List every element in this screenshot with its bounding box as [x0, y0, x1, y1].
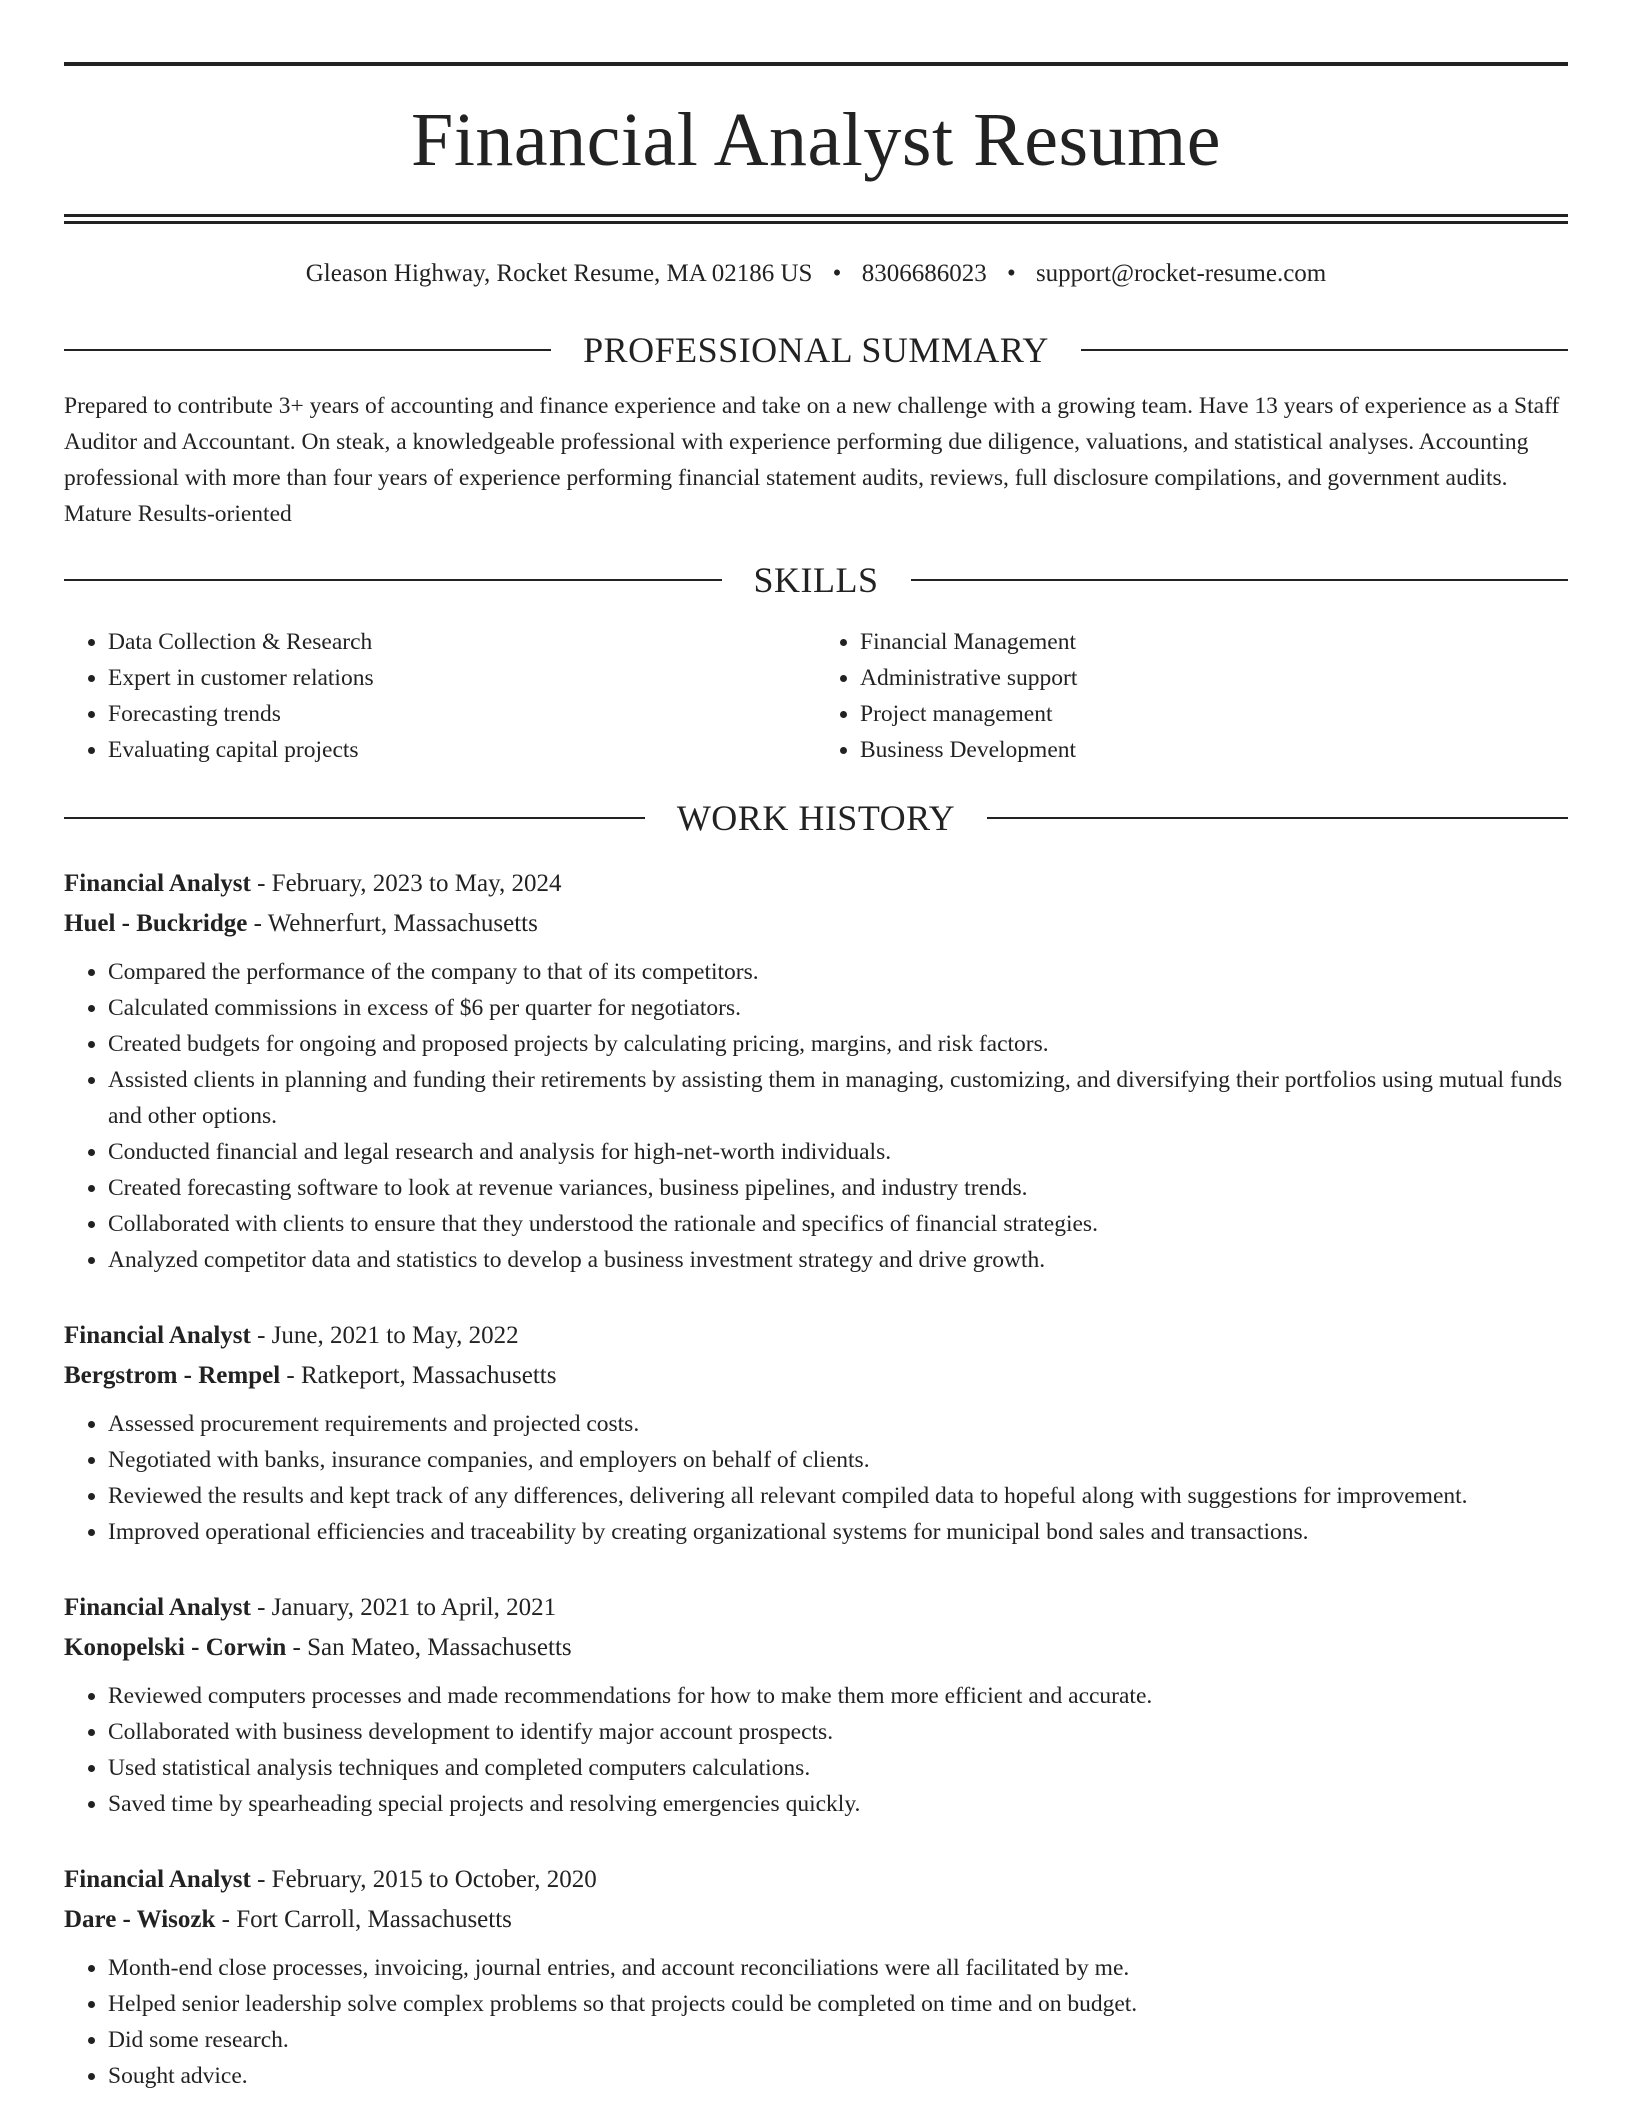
- summary-paragraph: Prepared to contribute 3+ years of accounting and finance experience and take on a new challenge with a growing team. Have 13 years of experience as a Staff Auditor and Accountant. On steak, a knowledgeable professional with experience performing due diligence, valuations, and statistical analyses. Accounting professional with more than four years of experience performing financial statement audits, reviews, full disclosure compilations, and government audits. Mature Results-oriented: [64, 393, 1560, 527]
- job-company: Konopelski - Corwin: [64, 1634, 287, 1661]
- skill-item: • Data Collection & Research: [108, 624, 816, 660]
- section-heading-skills: [64, 560, 1568, 600]
- skill-item: • Evaluating capital projects: [108, 732, 816, 768]
- job-bullet: • Negotiated with banks, insurance companies, and employers on behalf of clients.: [108, 1442, 1568, 1478]
- job-title-line: [64, 864, 1568, 904]
- skill-item: • Business Development: [860, 732, 1568, 768]
- section-rule: [64, 349, 551, 351]
- job-bullet: • Did some research.: [108, 2022, 1568, 2058]
- job-bullet: • Assisted clients in planning and funding their retirements by assisting them in managing, customizing, and diversifying their portfolios using mutual funds and other options.: [108, 1062, 1568, 1134]
- job-bullet: • Reviewed the results and kept track of any differences, delivering all relevant compiled data to hopeful along with suggestions for improvement.: [108, 1478, 1568, 1514]
- contact-address: Gleason Highway, Rocket Resume, MA 02186 US: [305, 260, 813, 287]
- job-dates: - February, 2015 to October, 2020: [250, 1866, 597, 1893]
- skill-item: • Project management: [860, 696, 1568, 732]
- contact-separator: •: [832, 260, 842, 287]
- section-rule: [64, 579, 722, 581]
- job-title-line: [64, 1588, 1568, 1628]
- job-title: Financial Analyst: [64, 1594, 251, 1621]
- job-company-line: [64, 1900, 1568, 1940]
- section-title-skills: SKILLS: [753, 560, 879, 600]
- job-bullet: • Improved operational efficiencies and traceability by creating organizational systems for municipal bond sales and transactions.: [108, 1514, 1568, 1550]
- job-bullet: • Month-end close processes, invoicing, journal entries, and account reconciliations were all facilitated by me.: [108, 1950, 1568, 1986]
- job-bullet: • Created budgets for ongoing and proposed projects by calculating pricing, margins, and risk factors.: [108, 1026, 1568, 1062]
- job-bullet: • Analyzed competitor data and statistics to develop a business investment strategy and drive growth.: [108, 1242, 1568, 1278]
- top-rule: [64, 62, 1568, 66]
- job-company: Bergstrom - Rempel: [64, 1362, 281, 1389]
- job-bullet: • Collaborated with clients to ensure that they understood the rationale and specifics of financial strategies.: [108, 1206, 1568, 1242]
- job-dates: - January, 2021 to April, 2021: [250, 1594, 557, 1621]
- job-bullets: [64, 954, 1568, 1278]
- job-dates: - February, 2023 to May, 2024: [250, 870, 562, 897]
- job-bullets: [64, 1950, 1568, 2094]
- job-entry: [64, 1860, 1568, 2094]
- job-bullet: • Conducted financial and legal research and analysis for high-net-worth individuals.: [108, 1134, 1568, 1170]
- job-title: Financial Analyst: [64, 1322, 251, 1349]
- section-heading-work-history: [64, 798, 1568, 838]
- skill-item: • Administrative support: [860, 660, 1568, 696]
- job-dates: - June, 2021 to May, 2022: [250, 1322, 519, 1349]
- job-entry: [64, 1588, 1568, 1822]
- job-bullet: • Used statistical analysis techniques and completed computers calculations.: [108, 1750, 1568, 1786]
- section-rule: [1081, 349, 1568, 351]
- job-bullets: [64, 1678, 1568, 1822]
- section-rule: [64, 817, 645, 819]
- job-title-line: [64, 1316, 1568, 1356]
- job-company-line: [64, 1356, 1568, 1396]
- skills-list-right: [816, 624, 1568, 768]
- section-rule: [987, 817, 1568, 819]
- job-company: Dare - Wisozk: [64, 1906, 216, 1933]
- job-bullet: • Assessed procurement requirements and projected costs.: [108, 1406, 1568, 1442]
- job-title: Financial Analyst: [64, 1866, 251, 1893]
- job-location: - San Mateo, Massachusetts: [286, 1634, 572, 1661]
- job-bullet: • Sought advice.: [108, 2058, 1568, 2094]
- job-bullet: • Helped senior leadership solve complex problems so that projects could be completed on time and on budget.: [108, 1986, 1568, 2022]
- job-company: Huel - Buckridge: [64, 910, 248, 937]
- job-title-line: [64, 1860, 1568, 1900]
- job-bullet: • Saved time by spearheading special projects and resolving emergencies quickly.: [108, 1786, 1568, 1822]
- job-entry: [64, 1316, 1568, 1550]
- skill-item: • Expert in customer relations: [108, 660, 816, 696]
- job-entry: [64, 864, 1568, 1278]
- skills-list-left: [64, 624, 816, 768]
- contact-phone: 8306686023: [861, 260, 987, 287]
- job-company-line: [64, 1628, 1568, 1668]
- job-location: - Fort Carroll, Massachusetts: [215, 1906, 512, 1933]
- title-double-rule: [64, 214, 1568, 224]
- section-heading-summary: [64, 330, 1568, 370]
- job-bullets: [64, 1406, 1568, 1550]
- job-location: - Wehnerfurt, Massachusetts: [247, 910, 538, 937]
- job-company-line: [64, 904, 1568, 944]
- contact-line: [64, 258, 1568, 290]
- section-rule: [911, 579, 1569, 581]
- job-title: Financial Analyst: [64, 870, 251, 897]
- page-title: Financial Analyst Resume: [411, 98, 1221, 182]
- job-bullet: • Reviewed computers processes and made recommendations for how to make them more efficient and accurate.: [108, 1678, 1568, 1714]
- section-title-summary: PROFESSIONAL SUMMARY: [583, 330, 1049, 370]
- job-bullet: • Calculated commissions in excess of $6 per quarter for negotiators.: [108, 990, 1568, 1026]
- contact-separator: •: [1006, 260, 1016, 287]
- job-location: - Ratkeport, Massachusetts: [280, 1362, 557, 1389]
- job-bullet: • Created forecasting software to look at revenue variances, business pipelines, and industry trends.: [108, 1170, 1568, 1206]
- skill-item: • Financial Management: [860, 624, 1568, 660]
- job-bullet: • Compared the performance of the company to that of its competitors.: [108, 954, 1568, 990]
- contact-email: support@rocket-resume.com: [1035, 260, 1327, 287]
- skill-item: • Forecasting trends: [108, 696, 816, 732]
- job-bullet: • Collaborated with business development to identify major account prospects.: [108, 1714, 1568, 1750]
- skills-columns: [64, 624, 1568, 768]
- section-title-work-history: WORK HISTORY: [676, 798, 956, 838]
